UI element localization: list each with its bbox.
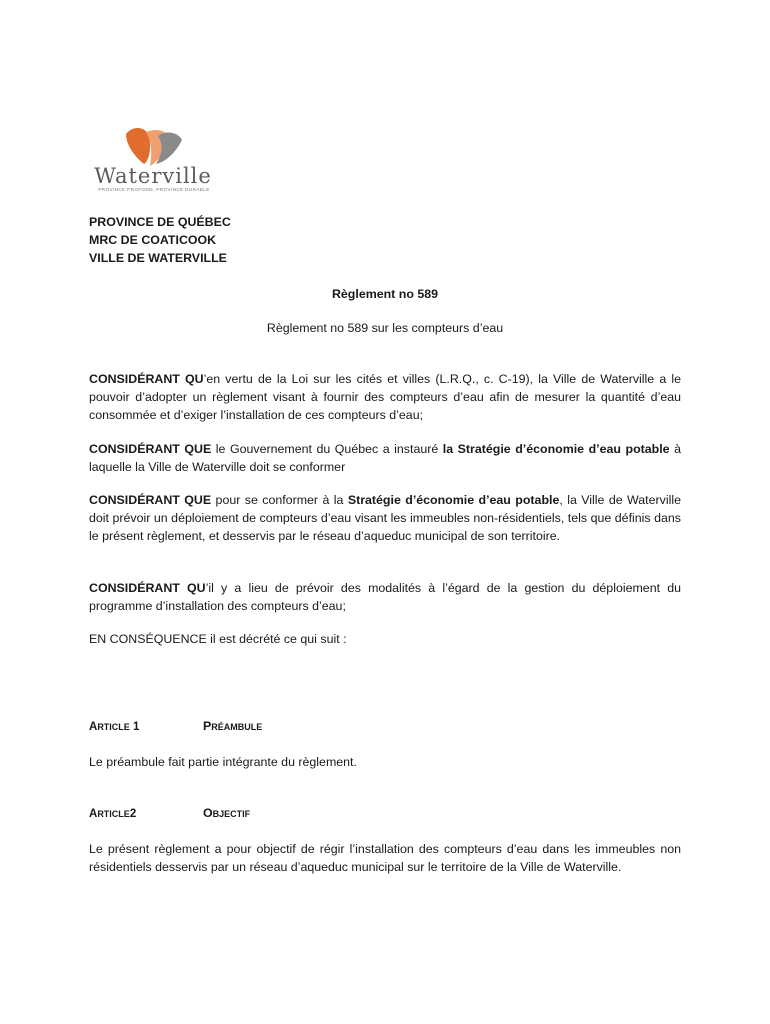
document-header: [89, 213, 231, 267]
paragraph-considerant-3: CONSIDÉRANT QUE pour se conformer à la Stratégie d’économie d’eau potable, la Ville de Waterville doit prévoir un déploiement de compteurs d’eau visant les immeubles non-résidentiels, tels que définis dans le présent règlement, et desservis par le réseau d’aqueduc municipal de son territoire.: [89, 493, 681, 543]
article-1-heading: [89, 717, 262, 736]
header-mrc: MRC DE COATICOOK: [89, 233, 217, 247]
paragraph-considerant-1: CONSIDÉRANT QU’en vertu de la Loi sur les cités et villes (L.R.Q., c. C-19), la Ville de Waterville a le pouvoir d’adopter un règlement visant à fournir des compteurs d’eau afin de mesurer la quantité d’eau consommée et d’exiger l’installation de ces compteurs d’eau;: [89, 372, 681, 422]
header-ville: VILLE DE WATERVILLE: [89, 251, 227, 265]
regulation-subtitle: Règlement no 589 sur les compteurs d’eau: [266, 321, 504, 335]
waterville-leaf-icon: [122, 124, 186, 168]
article-1-number: ARTICLE 1: [89, 721, 140, 733]
logo-tagline: PROVINCE PROFOND, PROVINCE DURABLE: [98, 187, 210, 192]
paragraph-considerant-2: CONSIDÉRANT QUE le Gouvernement du Québec a instauré la Stratégie d’économie d’eau potable à laquelle la Ville de Waterville doit se conformer: [89, 442, 681, 474]
paragraph-considerant-4: CONSIDÉRANT QU’il y a lieu de prévoir des modalités à l’égard de la gestion du déploiement du programme d’installation des compteurs d’eau;: [89, 581, 681, 613]
article-2-title: OBJECTIF: [203, 806, 251, 820]
logo-wordmark: Waterville: [94, 164, 212, 188]
article-2-heading: [89, 804, 250, 823]
paragraph-en-consequence: EN CONSÉQUENCE il est décrété ce qui suit :: [89, 632, 347, 646]
article-1-body: Le préambule fait partie intégrante du règlement.: [89, 755, 357, 769]
article-2-number: ARTICLE2: [89, 808, 137, 820]
regulation-title: Règlement no 589: [331, 287, 439, 301]
article-2-body: Le présent règlement a pour objectif de régir l’installation des compteurs d’eau dans les immeubles non résidentiels desservis par un réseau d’aqueduc municipal sur le territoire de la Ville de Waterville.: [89, 842, 681, 874]
header-province: PROVINCE DE QUÉBEC: [89, 215, 231, 229]
article-1-title: PRÉAMBULE: [203, 719, 263, 733]
waterville-logo: [94, 124, 214, 198]
